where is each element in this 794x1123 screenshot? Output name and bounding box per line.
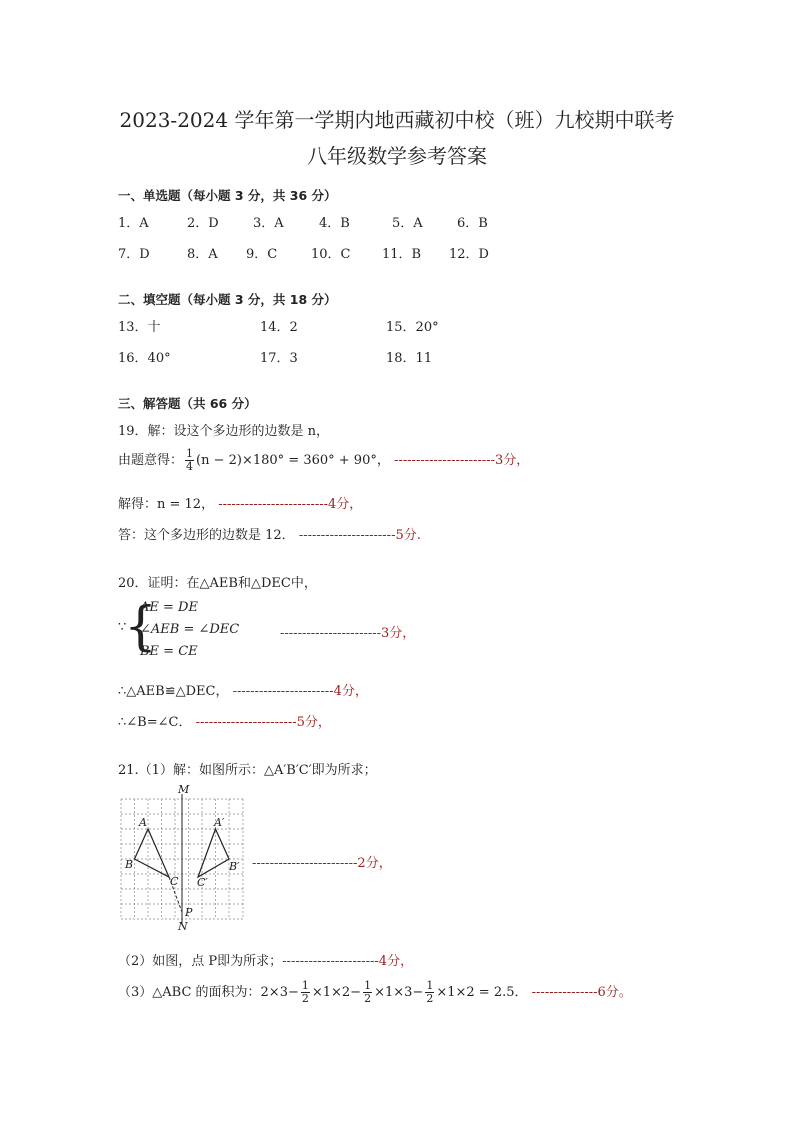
triangle-abc — [135, 829, 170, 877]
label-c: C — [170, 875, 179, 888]
q19-solve: 解得：n = 12， — [118, 497, 215, 512]
label-b1: B′ — [229, 860, 240, 873]
q19-score-5: ----------------------5分. — [298, 528, 421, 543]
q19-line2 — [118, 448, 529, 473]
answer-10: 10．C — [311, 247, 351, 262]
frac-den: 4 — [186, 460, 194, 473]
because-symbol: ∵ — [118, 620, 127, 635]
half-num-2: 1 — [364, 979, 372, 992]
q19-line4 — [118, 524, 421, 543]
half-fraction-1 — [301, 980, 310, 1005]
half-fraction-2 — [363, 980, 372, 1005]
section-3-heading: 三、解答题（共 66 分） — [118, 396, 257, 411]
part3-mid1: ×1×2− — [311, 985, 362, 1000]
section-1-heading: 一、单选题（每小题 3 分，共 36 分） — [118, 188, 337, 203]
q20-score-3: -----------------------3分， — [280, 626, 416, 641]
label-c1: C′ — [197, 876, 208, 889]
answer-13: 13．十 — [118, 320, 161, 335]
triangle-a1b1c1 — [198, 829, 229, 877]
half-fraction-3 — [425, 980, 434, 1005]
answer-5: 5．A — [392, 216, 423, 231]
q19-answer: 答：这个多边形的边数是 12． — [118, 528, 295, 543]
q21-score-2: ------------------------2分， — [252, 856, 392, 871]
q19-score-3: -----------------------3分， — [393, 453, 530, 468]
congruent-text: ∴△AEB≌△DEC， — [118, 684, 229, 699]
q21-figure — [118, 782, 248, 932]
q19-line1: 19．解：设这个多边形的边数是 n， — [118, 424, 330, 439]
part3-prefix: （3）△ABC 的面积为：2×3− — [118, 985, 299, 1000]
page-title: 2023-2024 学年第一学期内地西藏初中校（班）九校期中联考 — [119, 108, 675, 132]
label-a: A — [139, 816, 147, 829]
answer-17: 17．3 — [260, 351, 298, 366]
answer-16: 16．40° — [118, 351, 171, 366]
cond-1: AE = DE — [140, 600, 198, 615]
answer-14: 14．2 — [260, 320, 298, 335]
q20-score-4: -----------------------4分， — [232, 684, 368, 699]
part3-mid2: ×1×3− — [374, 985, 424, 1000]
answer-7: 7．D — [118, 247, 150, 262]
q21-part2 — [118, 950, 413, 969]
cond-3: BE = CE — [140, 644, 198, 659]
half-num-1: 1 — [301, 979, 309, 992]
label-a1: A′ — [214, 816, 225, 829]
answer-1: 1．A — [118, 216, 149, 231]
answer-4: 4．B — [319, 216, 350, 231]
q20-congruent — [118, 680, 368, 699]
q21-score-6: ---------------6分。 — [531, 985, 632, 1000]
answer-9: 9．C — [246, 247, 278, 262]
q19-score-4: -------------------------4分， — [218, 497, 363, 512]
brace-symbol: { — [124, 597, 158, 657]
page-subtitle: 八年级数学参考答案 — [307, 144, 487, 168]
half-num-3: 1 — [426, 979, 434, 992]
angle-text: ∴∠B=∠C． — [118, 715, 192, 730]
part3-end: ×1×2 = 2.5． — [436, 985, 528, 1000]
answer-12: 12．D — [449, 247, 489, 262]
q19-prefix: 由题意得： — [118, 453, 184, 468]
answer-11: 11．B — [382, 247, 422, 262]
half-den-1: 2 — [301, 992, 309, 1005]
half-den-3: 2 — [426, 992, 434, 1005]
answer-3: 3．A — [253, 216, 284, 231]
part2-text: （2）如图，点 P即为所求； — [118, 954, 283, 969]
q19-line3 — [118, 493, 362, 512]
label-b: B — [125, 858, 134, 871]
answer-18: 18．11 — [386, 351, 433, 366]
label-p: P — [185, 906, 193, 919]
frac-num: 1 — [186, 447, 194, 460]
q20-line1: 20．证明：在△AEB和△DEC中， — [118, 576, 317, 591]
answer-8: 8．A — [187, 247, 218, 262]
answer-6: 6．B — [457, 216, 488, 231]
label-n: N — [178, 920, 188, 932]
label-m: M — [178, 783, 190, 796]
section-2-heading: 二、填空题（每小题 3 分，共 18 分） — [118, 292, 337, 307]
cond-2: ∠AEB = ∠DEC — [140, 622, 240, 637]
half-den-2: 2 — [364, 992, 372, 1005]
q20-angle — [118, 711, 331, 730]
q20-score-5: -----------------------5分， — [195, 715, 331, 730]
answer-15: 15．20° — [386, 320, 439, 335]
q21-part1: 21.（1）解：如图所示：△A′B′C′即为所求； — [118, 763, 377, 778]
q21-part3 — [118, 980, 632, 1005]
q21-score-4: ----------------------4分， — [282, 954, 414, 969]
fraction-quarter — [185, 448, 194, 473]
q19-expr: (n − 2)×180° = 360° + 90°， — [196, 453, 390, 468]
answer-2: 2．D — [187, 216, 219, 231]
